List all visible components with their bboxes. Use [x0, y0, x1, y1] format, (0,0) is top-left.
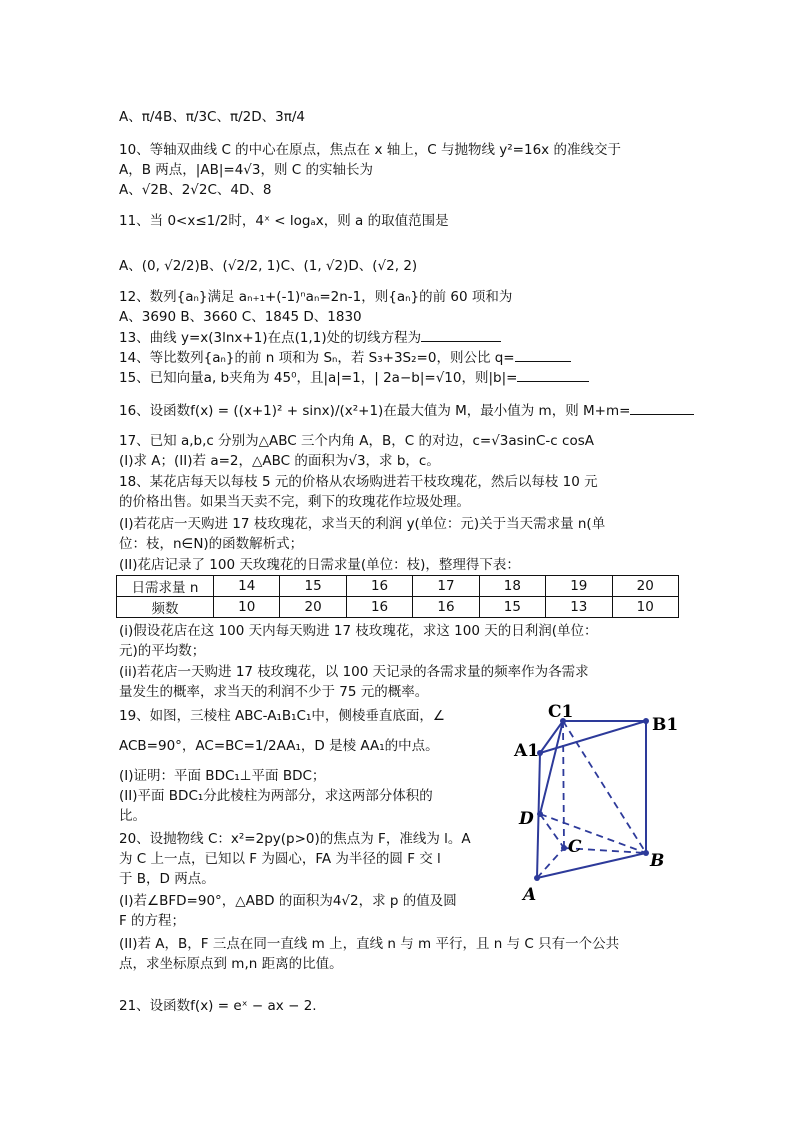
- q17-parts: (I)求 A；(II)若 a=2，△ABC 的面积为√3，求 b，c。: [119, 453, 440, 469]
- q14-answer-blank: [515, 347, 571, 362]
- table-cell: 10: [612, 597, 678, 618]
- q20-part2-line2: 点，求坐标原点到 m,n 距离的比值。: [119, 956, 343, 972]
- prism-hidden-edges: [537, 721, 646, 878]
- q18-part2-intro: (II)花店记录了 100 天玫瑰花的日需求量(单位：枝)，整理得下表：: [119, 557, 520, 573]
- q19-part2-line2: 比。: [119, 808, 146, 824]
- q21-stem: 21、设函数f(x) = eˣ − ax − 2.: [119, 998, 317, 1014]
- table-cell: 17: [413, 576, 479, 597]
- q17-stem: 17、已知 a,b,c 分别为△ABC 三个内角 A，B，C 的对边，c=√3asinC-c cosA: [119, 433, 594, 449]
- table-cell: 18: [479, 576, 545, 597]
- prism-edges: [537, 721, 646, 878]
- label-c: C: [568, 837, 582, 857]
- q15-stem: [119, 367, 589, 388]
- label-b: B: [650, 851, 665, 871]
- q18-sub-ii-line2: 量发生的概率，求当天的利润不少于 75 元的概率。: [119, 684, 429, 700]
- demand-frequency-table: [116, 575, 679, 618]
- q11-options: A、(0, √2/2)B、(√2/2, 1)C、(1, √2)D、(√2, 2): [119, 258, 418, 274]
- q12-stem: 12、数列{aₙ}满足 aₙ₊₁+(-1)ⁿaₙ=2n-1，则{aₙ}的前 60 项和为: [119, 289, 513, 305]
- q13-stem: [119, 327, 501, 348]
- label-a1: A1: [514, 741, 540, 761]
- q11-stem: 11、当 0<x≤1/2时，4ˣ < logₐx，则 a 的取值范围是: [119, 213, 449, 229]
- table-cell: 15: [280, 576, 346, 597]
- q18-stem-line2: 的价格出售。如果当天卖不完，剩下的玫瑰花作垃圾处理。: [119, 494, 470, 510]
- q13-text: 13、曲线 y=x(3lnx+1)在点(1,1)处的切线方程为: [119, 330, 422, 346]
- q15-answer-blank: [517, 367, 589, 382]
- prism-figure: [505, 700, 685, 910]
- q20-part1-line2: F 的方程；: [119, 913, 186, 929]
- q9-options: A、π/4B、π/3C、π/2D、3π/4: [119, 109, 305, 125]
- q19-part2-line1: (II)平面 BDC₁分此棱柱为两部分，求这两部分体积的: [119, 788, 433, 804]
- q19-stem-line2: ACB=90°，AC=BC=1/2AA₁，D 是棱 AA₁的中点。: [119, 738, 439, 754]
- table-row: [117, 597, 679, 618]
- table-cell: 20: [612, 576, 678, 597]
- q19-part1: (I)证明：平面 BDC₁⊥平面 BDC；: [119, 768, 326, 784]
- table-row: [117, 576, 679, 597]
- q18-sub-i-line1: (i)假设花店在这 100 天内每天购进 17 枝玫瑰花，求这 100 天的日利润(单位：: [119, 623, 598, 639]
- q20-part2-line1: (II)若 A，B，F 三点在同一直线 m 上，直线 n 与 m 平行，且 n 与 C 只有一个公共: [119, 936, 620, 952]
- q18-sub-i-line2: 元)的平均数；: [119, 643, 206, 659]
- table-cell: 16: [346, 576, 412, 597]
- table-cell: 16: [346, 597, 412, 618]
- label-c1: C1: [548, 702, 574, 722]
- q16-stem: [119, 400, 694, 421]
- table-cell: 14: [214, 576, 280, 597]
- label-a: A: [523, 885, 537, 905]
- q20-stem-line1: 20、设抛物线 C：x²=2py(p>0)的焦点为 F，准线为 l。A: [119, 831, 471, 847]
- q18-part1-line2: 位：枝，n∈N)的函数解析式；: [119, 536, 304, 552]
- q18-part1-line1: (I)若花店一天购进 17 枝玫瑰花，求当天的利润 y(单位：元)关于当天需求量 n(单: [119, 516, 606, 532]
- q18-sub-ii-line1: (ii)若花店一天购进 17 枝玫瑰花，以 100 天记录的各需求量的频率作为各需求: [119, 664, 589, 680]
- q14-text: 14、等比数列{aₙ}的前 n 项和为 Sₙ，若 S₃+3S₂=0，则公比 q=: [119, 350, 515, 366]
- table-cell: 频数: [117, 597, 214, 618]
- table-cell: 19: [546, 576, 612, 597]
- label-b1: B1: [652, 715, 679, 735]
- q10-options: A、√2B、2√2C、4D、8: [119, 182, 272, 198]
- q12-options: A、3690 B、3660 C、1845 D、1830: [119, 309, 362, 325]
- table-cell: 20: [280, 597, 346, 618]
- q14-stem: [119, 347, 571, 368]
- q10-stem-line1: 10、等轴双曲线 C 的中心在原点，焦点在 x 轴上，C 与抛物线 y²=16x 的准线交于: [119, 142, 621, 158]
- table-cell: 15: [479, 597, 545, 618]
- table-cell: 日需求量 n: [117, 576, 214, 597]
- table-cell: 13: [546, 597, 612, 618]
- q13-answer-blank: [421, 327, 501, 342]
- q16-text: 16、设函数f(x) = ((x+1)² + sinx)/(x²+1)在最大值为 M，最小值为 m，则 M+m=: [119, 403, 631, 419]
- table-cell: 16: [413, 597, 479, 618]
- q19-stem-line1: 19、如图，三棱柱 ABC-A₁B₁C₁中，侧棱垂直底面，∠: [119, 708, 445, 724]
- label-d: D: [519, 809, 534, 829]
- q18-stem-line1: 18、某花店每天以每枝 5 元的价格从农场购进若干枝玫瑰花，然后以每枝 10 元: [119, 474, 598, 490]
- q20-stem-line2: 为 C 上一点，已知以 F 为圆心，FA 为半径的圆 F 交 l: [119, 851, 441, 867]
- q20-stem-line3: 于 B，D 两点。: [119, 871, 215, 887]
- q20-part1-line1: (I)若∠BFD=90°，△ABD 的面积为4√2，求 p 的值及圆: [119, 893, 457, 909]
- q15-text: 15、已知向量a, b夹角为 45⁰，且|a|=1，| 2a−b|=√10，则|b|=: [119, 370, 518, 386]
- q10-stem-line2: A，B 两点，|AB|=4√3，则 C 的实轴长为: [119, 162, 373, 178]
- q16-answer-blank: [630, 400, 694, 415]
- table-cell: 10: [214, 597, 280, 618]
